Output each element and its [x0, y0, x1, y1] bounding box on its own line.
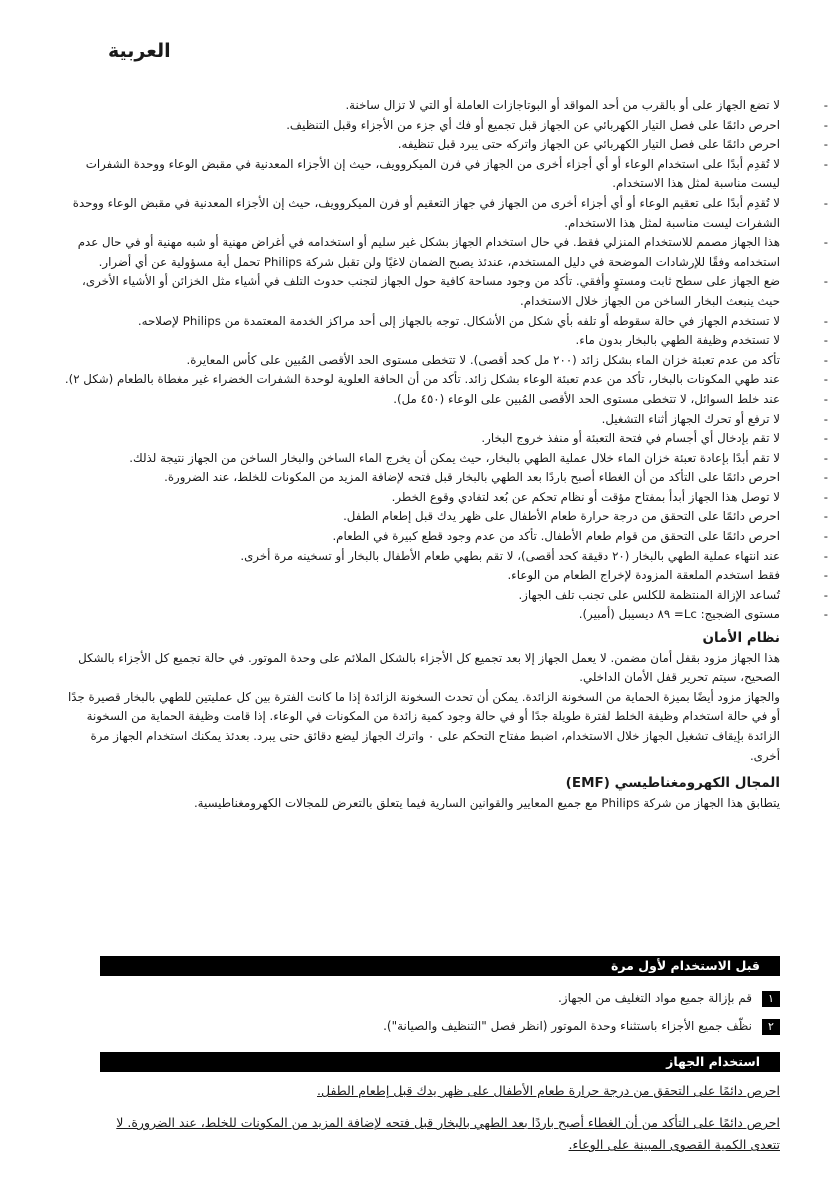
bullet-dash: -: [823, 156, 828, 171]
warning-item: [60, 566, 828, 586]
safety-paragraph: هذا الجهاز مزود بقفل أمان مضمن. لا يعمل الجهاز إلا بعد تجميع كل الأجزاء بالشكل الملائم على وحدة الموتور. في حالة تجميع كل الأجزاء بالشكل الصحيح، سيتم تحرير قفل الأمان الداخلي.: [78, 650, 780, 685]
bullet-dash: -: [823, 548, 828, 563]
bullet-dash: -: [823, 411, 828, 426]
bullet-dash: -: [823, 313, 828, 328]
warning-text: احرص دائمًا على فصل التيار الكهربائي عن الجهاز واتركه حتى يبرد قبل تنظيفه.: [397, 137, 780, 152]
warning-text: لا توصل هذا الجهاز أبدأ بمفتاح مؤقت أو نظام تحكم عن بُعد لتفادي وقوع الخطر.: [391, 489, 780, 504]
warning-text: احرص دائمًا على فصل التيار الكهربائي عن الجهاز قبل تجميع أو فك أي جزء من الأجزاء وقبل التنظيف.: [286, 117, 780, 132]
warnings-list: [60, 96, 828, 813]
warning-item: [60, 390, 828, 410]
step-text-2: نظّف جميع الأجزاء باستثناء وحدة الموتور (انظر فصل "التنظيف والصيانة").: [383, 1019, 752, 1033]
warning-item: [60, 116, 828, 136]
warning-text: لا ترفع أو تحرك الجهاز أثناء التشغيل.: [601, 411, 780, 426]
warning-text: لا تقم بإدخال أي أجسام في فتحة التعبئة أو منفذ خروج البخار.: [481, 431, 780, 446]
warning-text: تأكد من عدم تعبئة خزان الماء بشكل زائد (٢٠٠ مل كحد أقصى). لا تتخطى مستوى الحد الأقصى المُبين على كأس المعايرة.: [186, 352, 780, 367]
usage-heading: استخدام الجهاز: [100, 1052, 780, 1072]
warning-text: عند انتهاء عملية الطهي بالبخار (٢٠ دقيقة كحد أقصى)، لا تقم بطهي طعام الأطفال بالبخار أو تسخينه مرة أخرى.: [240, 548, 780, 563]
warning-text: احرص دائمًا على التحقق من قوام طعام الأطفال. تأكد من عدم وجود قطع كبيرة في الطعام.: [332, 529, 780, 544]
emf-heading: المجال الكهرومغناطيسي (EMF): [565, 775, 780, 792]
warning-item: [60, 507, 828, 527]
step-text-1: قم بإزالة جميع مواد التغليف من الجهاز.: [557, 991, 752, 1005]
warning-item: [60, 586, 828, 606]
warning-item: [60, 449, 828, 469]
warning-text: لا تُقدِم أبدًا على تعقيم الوعاء أو أي أجزاء أخرى من الجهاز في جهاز التعقيم أو فرن الميكروويف، حيث إن الأجزاء المعدنية في مقبض الوعاء ووحدة الشفرات ليست مناسبة لمثل هذا الاستخدام.: [72, 195, 780, 230]
bullet-dash: -: [823, 391, 828, 406]
warning-item: [60, 429, 828, 449]
language-title: العربية: [108, 40, 171, 62]
warning-text: هذا الجهاز مصمم للاستخدام المنزلي فقط. في حال استخدام الجهاز بشكل غير سليم أو استخدامه في أغراض مهنية أو شبه مهنية أو في حال عدم استخدامه وفقًا للإرشادات الموضحة في دليل المستخدم، عندئذ يصبح الضمان لاغيًا ولن تقبل شركة Philips تحمل أية مسؤولية عن أي أضرار.: [77, 235, 780, 269]
warning-text: لا تضع الجهاز على أو بالقرب من أحد المواقد أو البوتاجازات العاملة أو التي لا تزال ساخنة.: [345, 98, 780, 112]
bullet-dash: -: [823, 98, 828, 112]
bullet-dash: -: [823, 568, 828, 583]
warning-text: مستوى الضجيج: Lc= ٨٩ ديسيبل (أمبير).: [578, 607, 780, 622]
warning-item: [60, 468, 828, 488]
warning-item: [60, 527, 828, 547]
first-use-step-1: [100, 988, 780, 1008]
bullet-dash: -: [823, 352, 828, 367]
warning-item: [60, 488, 828, 508]
step-number-2: ٢: [762, 1019, 780, 1035]
warning-text: ضع الجهاز على سطح ثابت ومستوٍ وأفقي. تأكد من وجود مساحة كافية حول الجهاز لتجنب حدوث التلف في أشياء مثل الخزائن أو الأشياء الأخرى، حيث ينبعث البخار الساخن من الجهاز خلال الاستخدام.: [82, 274, 780, 308]
warning-text: لا تُقدِم أبدًا على استخدام الوعاء أو أي أجزاء أخرى من الجهاز في فرن الميكروويف، حيث إن الأجزاء المعدنية في مقبض الوعاء ووحدة الشفرات ليست مناسبة لمثل هذا الاستخدام.: [85, 156, 780, 191]
warning-item: [60, 331, 828, 351]
warning-text: احرص دائمًا على التأكد من أن الغطاء أصبح باردًا بعد الطهي بالبخار قبل فتحه لإضافة المزيد من المكونات للخلط، عند الضرورة.: [164, 470, 780, 485]
usage-note-1: احرص دائمًا على التحقق من درجة حرارة طعام الأطفال على ظهر يدك قبل إطعام الطفل.: [317, 1083, 780, 1098]
step-number-1: ١: [762, 991, 780, 1007]
warning-item: [60, 233, 828, 272]
bullet-dash: -: [823, 117, 828, 132]
bullet-dash: -: [823, 607, 828, 622]
emf-text: يتطابق هذا الجهاز من شركة Philips مع جميع المعايير والقوانين السارية فيما يتعلق بالتعرض للمجالات الكهرومغناطيسية.: [193, 795, 780, 810]
warning-text: لا تقم أبدًا بإعادة تعبئة خزان الماء خلال عملية الطهي بالبخار، حيث يمكن أن يخرج الماء الساخن والبخار الساخن من الجهاز نتيجة لذلك.: [129, 450, 780, 465]
bullet-dash: -: [823, 509, 828, 524]
warning-text: فقط استخدم الملعقة المزودة لإخراج الطعام من الوعاء.: [507, 568, 780, 583]
bullet-dash: -: [823, 489, 828, 504]
warning-text: عند خلط السوائل، لا تتخطى مستوى الحد الأقصى المُبين على الوعاء (٤٥٠ مل).: [393, 391, 780, 406]
bullet-dash: -: [823, 431, 828, 446]
bullet-dash: -: [823, 137, 828, 152]
warning-item: [60, 194, 828, 233]
warning-text: لا تستخدم وظيفة الطهي بالبخار بدون ماء.: [575, 333, 780, 348]
warning-item: [60, 96, 828, 116]
bullet-dash: -: [823, 235, 828, 250]
bullet-dash: -: [823, 372, 828, 387]
bullet-dash: -: [823, 470, 828, 485]
bullet-dash: -: [823, 333, 828, 348]
bullet-dash: -: [823, 195, 828, 210]
warning-text: لا تستخدم الجهاز في حالة سقوطه أو تلفه بأي شكل من الأشكال. توجه بالجهاز إلى أحد مراكز الخدمة المعتمدة من Philips لإصلاحه.: [137, 313, 780, 328]
warning-text: تُساعد الإزالة المنتظمة للكلس على تجنب تلف الجهاز.: [518, 587, 780, 602]
warning-item: [60, 410, 828, 430]
bullet-dash: -: [823, 587, 828, 602]
bullet-dash: -: [823, 450, 828, 465]
safety-paragraph: والجهاز مزود أيضًا بميزة الحماية من السخونة الزائدة. يمكن أن تحدث السخونة الزائدة إذا ما كانت الفترة بين كل عمليتين للطهي بالبخار قصيرة جدًا أو في حالة استخدام وظيفة الخلط لفترة طويلة جدًا أو في حالة وجود كمية زائدة من المكونات في الوعاء. إذا قامت وظيفة الحماية من السخونة الزائدة بإيقاف تشغيل الجهاز خلال الاستخدام، اضبط مفتاح التحكم على ٠ واترك الجهاز ليضع دقائق حتى يبرد. بعدئذ يمكنك استخدام الجهاز مرة أخرى.: [68, 689, 780, 763]
warning-item: [60, 370, 828, 390]
warning-item: [60, 272, 828, 311]
warning-text: عند طهي المكونات بالبخار، تأكد من عدم تعبئة الوعاء بشكل زائد. تأكد من أن الحافة العلوية لوحدة الشفرات الخضراء غير مغطاة بالطعام (شكل ٢).: [64, 372, 780, 387]
bullet-dash: -: [823, 529, 828, 544]
warning-item: [60, 312, 828, 332]
warning-item: [60, 351, 828, 371]
warning-item: [60, 547, 828, 567]
first-use-heading: قبل الاستخدام لأول مرة: [100, 956, 780, 976]
warning-text: احرص دائمًا على التحقق من درجة حرارة طعام الأطفال على ظهر يدك قبل إطعام الطفل.: [343, 509, 780, 524]
warning-item: [60, 605, 828, 625]
warning-item: [60, 155, 828, 194]
safety-heading: نظام الأمان: [702, 630, 780, 647]
first-use-step-2: [100, 1016, 780, 1036]
bullet-dash: -: [823, 274, 828, 289]
warning-item: [60, 135, 828, 155]
usage-note-2: احرص دائمًا على التأكد من أن الغطاء أصبح باردًا بعد الطهي بالبخار قبل فتحه لإضافة المزيد من المكونات للخلط، عند الضرورة. لا تتعدى الكمية القصوى المبينة على الوعاء.: [116, 1115, 780, 1152]
